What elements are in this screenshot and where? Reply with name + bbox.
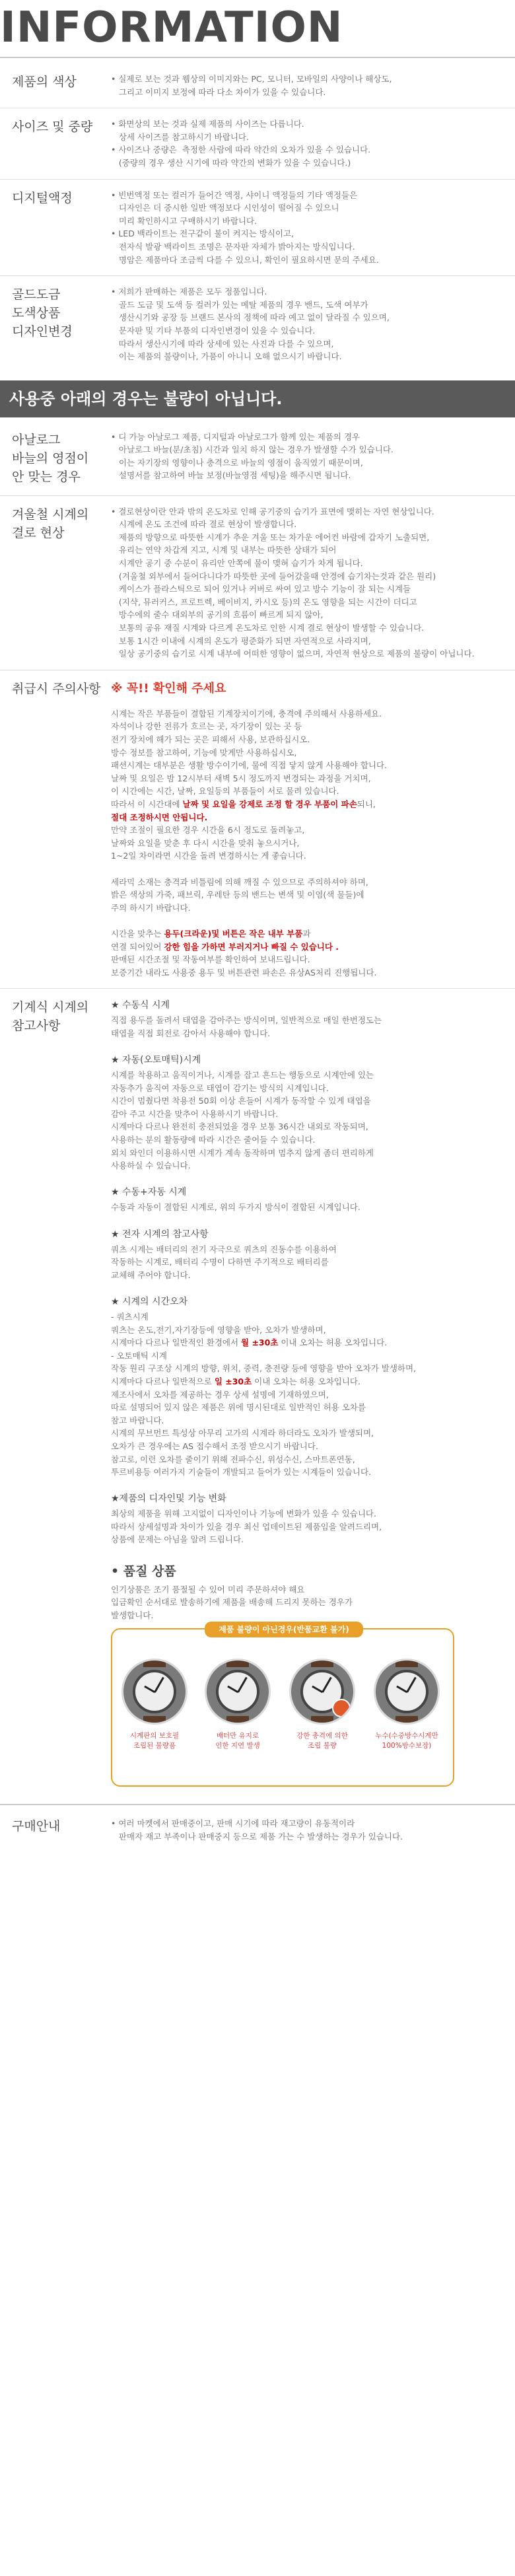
- section-label: 제품의 색상: [12, 75, 77, 89]
- watch-caption-2: 배터만 유지로 인한 지연 발생: [215, 1732, 260, 1750]
- watch-caption-3: 강한 충격에 의한 조립 불량: [296, 1732, 348, 1750]
- text-line: 시계안 공기 중 수분이 유리안 안쪽에 물이 맺혀 습기가 차게 됩니다.: [111, 558, 363, 569]
- text-line: 투르비용등 여러가지 기술들이 개발되고 들어가 있는 시계들이 있습니다.: [111, 1467, 372, 1478]
- text-line: • 결로현상이란 안과 밖의 온도차로 인해 공기중의 습기가 표면에 맺히는 자연 현상입니다.: [111, 506, 434, 517]
- text-line: 시계마다 다르나 일반적으로 일 ±30초 이내 오차는 허용 오차입니다.: [111, 1376, 360, 1386]
- text-line: 외치 와인더 이용하시면 시계가 계속 동작하며 멈추지 않게 좀더 편리하게: [111, 1147, 374, 1158]
- watch-caption-4: 누수(수중방수시계만 100%방수보장): [375, 1732, 438, 1750]
- caution-body: [111, 680, 515, 979]
- section-divider: [0, 179, 515, 180]
- text-line: 주의 하시기 바랍니다.: [111, 902, 191, 913]
- watch-photo-2: [205, 1659, 271, 1725]
- text-line: 명암은 제품마다 조금씩 다를 수 있으니, 확인이 필요하시면 문의 주세요.: [111, 254, 379, 265]
- text-line: 따라서 생산시기에 따라 상세에 있는 사진과 다를 수 있으며,: [111, 338, 334, 349]
- text-line: 판매된 시간조절 및 작동여부를 확인하여 보내드립니다.: [111, 954, 310, 965]
- text-line: 시간이 멈췄다면 착용전 50회 이상 흔들어 시계가 동작할 수 있게 태엽을: [111, 1096, 371, 1106]
- text-line: • 실제로 보는 것과 웹상의 이미지와는 PC, 모니터, 모바일의 사양이나 해상도,: [111, 74, 392, 84]
- text-line: 자석이나 강한 전류가 흐르는 곳, 자기장이 있는 곳 등: [111, 721, 302, 732]
- text-line: 시계를 착용하고 움직이거나, 시계를 잡고 흔드는 행동으로 시계안에 있는: [111, 1070, 374, 1081]
- text-line: • 사이즈나 중량은 측정한 사람에 따라 약간의 오차가 있을 수 있습니다.: [111, 145, 371, 155]
- text-line: 세라믹 소재는 충격과 비틀림에 의해 깨질 수 있으므로 주의하셔야 하며,: [111, 877, 368, 887]
- text-line: 시계마다 다르나 일반적인 환경에서 월 ±30초 이내 오차는 허용 오차입니다.: [111, 1338, 388, 1348]
- section-divider: [0, 275, 515, 276]
- section-body: [111, 73, 515, 98]
- text-line: 케이스가 플라스틱으로 되어 있거나 커버로 싸여 있고 방수 기능이 잘 되는 시계들: [111, 584, 411, 594]
- text-line: 인기상품은 조기 품절될 수 있어 미리 주문하셔야 해요: [111, 1584, 305, 1594]
- text-line: • 여러 마켓에서 판매중이고, 판매 시기에 따라 재고량이 유동적이라: [111, 1818, 355, 1829]
- caution-section: [0, 680, 515, 979]
- not-defect-banner: 사용중 아래의 경우는 불량이 아닙니다.: [0, 380, 515, 417]
- footer-divider: [0, 1804, 515, 1805]
- text-line: • 디 가능 아날로그 제품, 디지털과 아날로그가 함께 있는 제품의 경우: [111, 431, 360, 442]
- text-line: 전기 장치에 해가 되는 곳은 피해서 사용, 보관하십시오.: [111, 734, 310, 744]
- text-line: 작동 원리 구조상 시계의 방향, 위치, 중력, 충전량 등에 영향을 받아 오차가 발생하며,: [111, 1363, 417, 1374]
- text-line: 교체해 주어야 합니다.: [111, 1270, 191, 1280]
- text-line: 시계에 온도 조건에 따라 결로 현상이 발생합니다.: [111, 519, 297, 530]
- quality-lines: [111, 1583, 502, 1622]
- text-line: 작동하는 시계로, 배터리 수명이 다하면 주기적으로 배터리를: [111, 1257, 329, 1268]
- info-section: [0, 118, 515, 169]
- mechanical-label: 기계식 시계의 참고사항: [12, 1000, 89, 1034]
- text-line: 날짜와 요일을 맞춘 후 다시 시간을 맞춰 놓으시거나,: [111, 838, 300, 848]
- caution-paragraph-4: [111, 953, 502, 979]
- mechanical-block-heading: ★ 전자 시계의 참고사항: [111, 1229, 209, 1240]
- purchase-section: [0, 1817, 515, 1843]
- text-line: 시계는 작은 부품들이 결합된 기계장치이기에, 충격에 주의해서 사용하세요.: [111, 708, 382, 719]
- text-line: 직접 용두를 돌려서 태엽을 감아주는 방식이며, 일반적으로 매일 한번정도는: [111, 1015, 382, 1026]
- text-line: 상품에 문제는 아님을 알려 드립니다.: [111, 1534, 244, 1545]
- text-line: 시계마다 다르나 완전히 충전되었을 경우 보통 36시간 내외로 작동되며,: [111, 1122, 368, 1132]
- caution-paragraph-2: [111, 824, 502, 863]
- text-line: 날짜 및 요일은 밤 12시부터 새벽 5시 정도까지 변경되는 과정을 거치며,: [111, 773, 371, 783]
- text-line: (겨울철 외부에서 들어다니다가 따뜻한 곳에 들어갔을때 안경에 습기차는것과 같은 원리): [111, 571, 436, 581]
- info-section: [0, 285, 515, 363]
- info-section: [0, 73, 515, 98]
- text-line: 생산시기와 공장 등 브랜드 본사의 정책에 따라 예고 없이 달라질 수 있으며,: [111, 312, 390, 323]
- caution-warning-line: 따라서 이 시간대에 날짜 및 요일을 강제로 조정 할 경우 부품이 파손되니,: [111, 799, 376, 809]
- caution-warning-line-2: 절대 조정하시면 안됩니다.: [111, 812, 208, 822]
- text-line: (지샥, 뮤러커스, 프로트렉, 베이비지, 카시오 등)의 온도 영향을 되는 시간이 더디고: [111, 596, 417, 607]
- text-line: 최상의 제품을 위해 고지없이 디자인이나 기능에 변화가 있을 수 있습니다.: [111, 1509, 376, 1519]
- mechanical-block-heading: ★제품의 디자인및 기능 변화: [111, 1493, 226, 1505]
- text-line: (중량의 경우 생산 시기에 따라 약간의 변화가 있을 수 있습니다.): [111, 157, 351, 168]
- mechanical-block-heading: ★ 시계의 시간오차: [111, 1296, 188, 1307]
- purchase-body: [111, 1817, 515, 1843]
- mechanical-block-heading: ★ 수동식 시계: [111, 1000, 170, 1011]
- caution-paragraph-1: [111, 707, 502, 798]
- mechanical-body: [111, 998, 515, 1787]
- text-line: 시계의 무브먼트 특성상 아무리 고가의 시계라 하더라도 오차가 발생되며,: [111, 1428, 374, 1439]
- text-line: 태엽을 직접 회전로 감아서 사용해야 합니다.: [111, 1028, 271, 1038]
- text-line: • 화면상의 보는 것과 실제 제품의 사이즈는 다릅니다.: [111, 119, 304, 129]
- defect-section: [0, 431, 515, 486]
- text-line: 발생합니다.: [111, 1610, 154, 1620]
- text-line: 미리 확인하시고 구매하시기 바랍니다.: [111, 215, 258, 226]
- text-line: 방수 정보를 참고하여, 기능에 맞게만 사용하십시오,: [111, 747, 297, 758]
- page-title: INFORMATION: [0, 3, 343, 52]
- section-body: [111, 189, 515, 267]
- text-line: 수동과 자동이 결합된 시계로, 위의 두가지 방식이 결합된 시계입니다.: [111, 1202, 360, 1213]
- section-label: 겨울철 시계의 결로 현상: [12, 507, 89, 540]
- text-line: 사용하실 수 있습니다.: [111, 1161, 191, 1171]
- info-section: [0, 189, 515, 267]
- text-line: 일상 공기중의 습기로 시계 내부에 어떠한 영향이 없으며, 자연적 현상으로 제품의 불량이 아닙니다.: [111, 649, 475, 659]
- crown-line-1: 시간을 맞추는 용두(크라운)및 버튼은 작은 내부 부품과: [111, 928, 311, 939]
- section-divider: [0, 988, 515, 989]
- text-line: 이는 제품의 불량이나, 가품이 아니니 오해 없으시기 바랍니다.: [111, 351, 342, 362]
- mechanical-block-heading: ★ 자동(오토매틱)시계: [111, 1055, 201, 1066]
- purchase-label: 구매안내: [12, 1819, 61, 1834]
- defect-section: [0, 505, 515, 661]
- text-line: 만약 조절이 필요한 경우 시간을 6시 정도로 돌려놓고,: [111, 825, 305, 836]
- text-line: 보통의 공유 재질 시계와 다르게 온도차로 인한 시계 결로 현상이 발생할 수 있습니다.: [111, 623, 425, 633]
- text-line: 판매자 재고 부족이나 판매중지 등으로 제품 가는 수 발생하는 경우가 있습니다.: [111, 1832, 403, 1842]
- section-body: [111, 431, 515, 486]
- highlight-text: 일 ±30초: [214, 1376, 252, 1386]
- text-line: 상세 사이즈를 참고하시기 바랍니다.: [111, 131, 249, 142]
- text-line: 보통 1시간 이내에 시계의 온도가 평준화가 되면 자연적으로 사라지며,: [111, 635, 371, 646]
- section-divider: [0, 495, 515, 496]
- watch-photo-4: [374, 1659, 440, 1725]
- watch-caption-1: 시계판의 보호필 조립된 불량품: [129, 1732, 180, 1750]
- crown-line-2: 연결 되어있어 강한 힘을 가하면 부러지거나 빠질 수 있습니다 .: [111, 941, 339, 952]
- not-defect-box: [111, 1625, 454, 1787]
- text-line: • LED 백라이트는 전구같이 불이 켜지는 방식이고,: [111, 229, 294, 239]
- text-line: 참고 바랍니다.: [111, 1415, 164, 1425]
- mechanical-section: [0, 998, 515, 1787]
- text-line: 자동추가 움직여 자동으로 태엽이 감기는 방식의 시계입니다.: [111, 1083, 329, 1093]
- text-line: 그리고 이미지 보정에 따라 다소 차이가 있을 수 있습니다.: [111, 87, 326, 97]
- caution-paragraph-3: [111, 876, 502, 915]
- highlight-text: 월 ±30초: [241, 1338, 279, 1348]
- text-line: 이 시간에는 시간, 날짜, 요일등의 부품들이 서로 물려 있습니다.: [111, 786, 339, 797]
- section-label: 골드도금 도색상품 디자인변경: [12, 287, 73, 340]
- text-line: 디자인은 더 중시한 일반 액정보다 시인성이 떨어질 수 있으니: [111, 203, 339, 213]
- text-line: 골드 도금 및 도색 등 컬러가 있는 메탈 제품의 경우 밴드, 도색 여부가: [111, 299, 368, 310]
- text-line: 따로 설명되어 있지 않은 제품은 위에 명시된대로 일반적인 허용 오차를: [111, 1402, 366, 1413]
- text-line: 사용하는 분의 활동량에 따라 시간은 줄어들 수 있습니다.: [111, 1135, 316, 1145]
- defect-sections: [0, 431, 515, 661]
- text-line: 감아 주고 시간을 맞추어 사용하시기 바랍니다.: [111, 1108, 279, 1119]
- section-label: 디지털액정: [12, 190, 73, 205]
- mechanical-block-heading: ★ 수동+자동 시계: [111, 1187, 187, 1198]
- text-line: 입금확인 순서대로 발송하기에 제품을 배송해 드리지 못하는 경우가: [111, 1597, 353, 1608]
- text-line: - 쿼츠시계: [111, 1311, 149, 1322]
- text-line: 이는 자기장의 영향이나 충격으로 바늘의 영점이 움직였기 때문이며,: [111, 457, 363, 468]
- quality-heading: • 품질 상품: [111, 1563, 176, 1579]
- text-line: 따라서 상세설명과 차이가 있을 경우 최신 업데이트된 제품임을 알려드리며,: [111, 1521, 382, 1532]
- text-line: 문자판 및 기타 부품의 디자인변경이 있을 수 있습니다.: [111, 325, 316, 336]
- caution-label: 취급시 주의사항: [12, 681, 101, 696]
- title-divider: [0, 57, 515, 58]
- text-line: 밝은 색상의 가죽, 패브릭, 우레탄 등의 밴드는 변색 및 이염(색 물들)에: [111, 890, 364, 900]
- section-body: [111, 505, 515, 661]
- text-line: 쿼츠는 온도,전기,자기장등에 영향을 받아, 오차가 발생하며,: [111, 1324, 326, 1335]
- text-line: 아날로그 바늘(분/초침) 시간과 일치 하지 않는 경우가 발생할 수가 있습니다.: [111, 445, 394, 455]
- text-line: - 오토매틱 시계: [111, 1350, 167, 1361]
- not-defect-box-title: 제품 불량이 아닌경우(반품교환 불가): [205, 1622, 363, 1637]
- section-label: 아날로그 바늘의 영점이 안 맞는 경우: [12, 432, 89, 484]
- section-label: 사이즈 및 중량: [12, 120, 93, 135]
- text-line: 유리는 연약 차갑게 지고, 시계 및 내부는 따뜻한 상태가 되어: [111, 545, 337, 555]
- text-line: 방수에의 줄수 대외부의 공기의 흐름이 빠르게 되지 않아,: [111, 610, 324, 620]
- text-line: 설명서를 참고하여 바늘 보정(바늘영점 세팅)을 해주시면 됩니다.: [111, 470, 351, 481]
- product-info-sections: [0, 73, 515, 363]
- text-line: 쿼츠 시계는 배터리의 전기 자극으로 쿼츠의 진동수를 이용하여: [111, 1244, 337, 1254]
- caution-heading: ※ 꼭!! 확인해 주세요: [111, 681, 226, 696]
- watch-photo-3: [289, 1659, 355, 1725]
- text-line: 패션시계는 대부분은 생활 방수이기에, 물에 직접 닿지 않게 사용해야 합니다.: [111, 760, 388, 771]
- text-line: 오차가 큰 경우에는 AS 접수해서 조정 받으시기 바랍니다.: [111, 1441, 318, 1451]
- section-body: [111, 118, 515, 169]
- text-line: 보증기간 내라도 사용중 용두 및 버튼관련 파손은 유상AS처리 진행됩니다.: [111, 967, 377, 978]
- text-line: 1~2일 차이라면 시간을 돌려 변경하시는 게 좋습니다.: [111, 851, 306, 861]
- section-body: [111, 285, 515, 363]
- watch-photo-1: [121, 1659, 188, 1725]
- text-line: 참고로, 이런 오차를 줄이기 위해 전파수신, 위성수신, 스마트폰연동,: [111, 1454, 355, 1464]
- text-line: 전자식 발광 백라이트 조명은 문자판 자체가 밝아지는 방식입니다.: [111, 241, 355, 252]
- mechanical-blocks: [111, 998, 502, 1559]
- text-line: • 빈번액정 또는 컬러가 들어간 액정, 샤이니 액정들의 기타 액정들은: [111, 190, 358, 200]
- text-line: • 저희가 판매하는 제품은 모두 정품입니다.: [111, 287, 267, 297]
- text-line: 제품의 방향으로 따뜻한 시계가 추운 겨울 또는 차가운 에어컨 바람에 갑자기 노출되면,: [111, 532, 430, 542]
- text-line: 제조사에서 오차를 제공하는 경우 상세 설명에 기재하였으며,: [111, 1389, 329, 1400]
